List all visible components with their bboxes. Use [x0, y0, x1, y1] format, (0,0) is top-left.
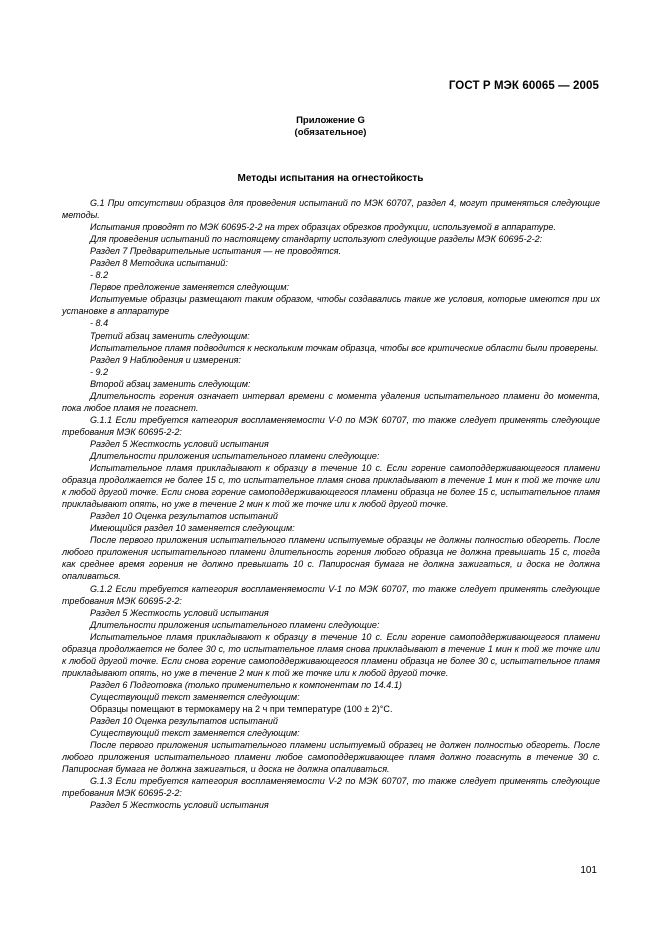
paragraph: G.1.2 Если требуется категория воспламеняемости V-1 по МЭК 60707, то также следует применять следующие требования МЭК 60695-2-2:	[62, 583, 600, 606]
paragraph: G.1.3 Если требуется категория воспламеняемости V-2 по МЭК 60707, то также следует применять следующие требования МЭК 60695-2-2:	[62, 776, 600, 799]
paragraph: Раздел 8 Методика испытаний:	[90, 258, 228, 269]
paragraph: - 8.2	[90, 270, 109, 281]
paragraph: Раздел 6 Подготовка (только применительно к компонентам по 14.4.1)	[90, 679, 402, 690]
paragraph: Раздел 5 Жесткость условий испытания	[90, 607, 269, 618]
paragraph: После первого приложения испытательного пламени испытуемый образец не должен полностью обгореть. После любого приложения испытательного пламени любое самоподдерживающее пламя должно погаснуть в течение 30 с. Папиросная бумага не должна зажигаться, и доска не должна опаливаться.	[62, 740, 600, 775]
paragraph: Существующий текст заменяется следующим:	[90, 728, 300, 739]
paragraph: Раздел 5 Жесткость условий испытания	[90, 800, 269, 811]
paragraph: Раздел 7 Предварительные испытания — не проводятся.	[90, 246, 342, 257]
paragraph: Второй абзац заменить следующим:	[90, 378, 251, 389]
appendix-title: Приложение G	[296, 115, 365, 126]
document-header	[449, 80, 599, 92]
paragraph: Испытуемые образцы размещают таким образом, чтобы создавались такие же условия, которые имеются при их установке в аппаратуре	[62, 294, 600, 317]
paragraph: Испытательное пламя подводится к нескольким точкам образца, чтобы все критические области были проверены.	[90, 342, 599, 353]
paragraph: Раздел 9 Наблюдения и измерения:	[90, 354, 241, 365]
paragraph: Третий абзац заменить следующим:	[90, 330, 250, 341]
paragraph: Имеющийся раздел 10 заменяется следующим:	[90, 523, 295, 534]
paragraph: Длительности приложения испытательного пламени следующие:	[90, 450, 380, 461]
paragraph: G.1.1 Если требуется категория воспламеняемости V-0 по МЭК 60707, то также следует применять следующие требования МЭК 60695-2-2:	[62, 414, 600, 437]
paragraph: Испытания проводят по МЭК 60695-2-2 на трех образцах обрезков продукции, используемой в аппаратуре.	[90, 222, 556, 233]
paragraph: Образцы помещают в термокамеру на 2 ч при температуре (100 ± 2)°С.	[90, 703, 393, 714]
section-title: Методы испытания на огнестойкость	[237, 173, 424, 184]
paragraph: Длительности приложения испытательного пламени следующие:	[90, 619, 380, 630]
appendix-heading	[0, 115, 661, 139]
paragraph: Для проведения испытаний по настоящему стандарту используют следующие разделы МЭК 60695-2-2:	[90, 234, 543, 245]
body-text	[62, 197, 600, 811]
paragraph: G.1 При отсутствии образцов для проведения испытаний по МЭК 60707, раздел 4, могут применяться следующие методы.	[62, 198, 600, 221]
paragraph: Испытательное пламя прикладывают к образцу в течение 10 с. Если горение самоподдерживающегося пламени образца продолжается не более 15 с, то испытательное пламя снова прикладывают в течение 1 мин к той же точке или к любой другой точке. Если снова горение самоподдерживающегося пламени образца не более 15 с, испытательное пламя прикладывают опять, но уже в течение 2 мин к той же точке или к любой другой точке.	[62, 463, 600, 510]
appendix-subtitle: (обязательное)	[294, 127, 367, 138]
paragraph: Испытательное пламя прикладывают к образцу в течение 10 с. Если горение самоподдерживающегося пламени образца продолжается не более 30 с, то испытательное пламя снова прикладывают в течение 1 мин к той же точке или к любой другой точке. Если снова горение самоподдерживающегося пламени образца не более 30 с, испытательное пламя прикладывают опять, но уже в течение 2 мин к той же точке или к любой другой точке.	[62, 631, 600, 678]
paragraph: Раздел 10 Оценка результатов испытаний	[90, 511, 278, 522]
paragraph: Длительность горения означает интервал времени с момента удаления испытательного пламени до момента, пока любое пламя не погаснет.	[62, 390, 600, 413]
paragraph: - 8.4	[90, 318, 109, 329]
standard-code: ГОСТ Р МЭК 60065 — 2005	[448, 80, 599, 92]
page-number: 101	[580, 865, 597, 876]
paragraph: - 9.2	[90, 366, 109, 377]
paragraph: После первого приложения испытательного пламени испытуемые образцы не должны полностью обгореть. После любого приложения испытательного пламени длительность горения любого образца не должна превышать 15 с, тогда как среднее время горения не должно превышать 10 с. Папиросная бумага не должна зажигаться, и доска не должна опаливаться.	[62, 535, 600, 582]
paragraph: Существующий текст заменяется следующим:	[90, 691, 300, 702]
paragraph: Первое предложение заменяется следующим:	[90, 282, 290, 293]
paragraph: Раздел 10 Оценка результатов испытаний	[90, 716, 278, 727]
paragraph: Раздел 5 Жесткость условий испытания	[90, 438, 269, 449]
